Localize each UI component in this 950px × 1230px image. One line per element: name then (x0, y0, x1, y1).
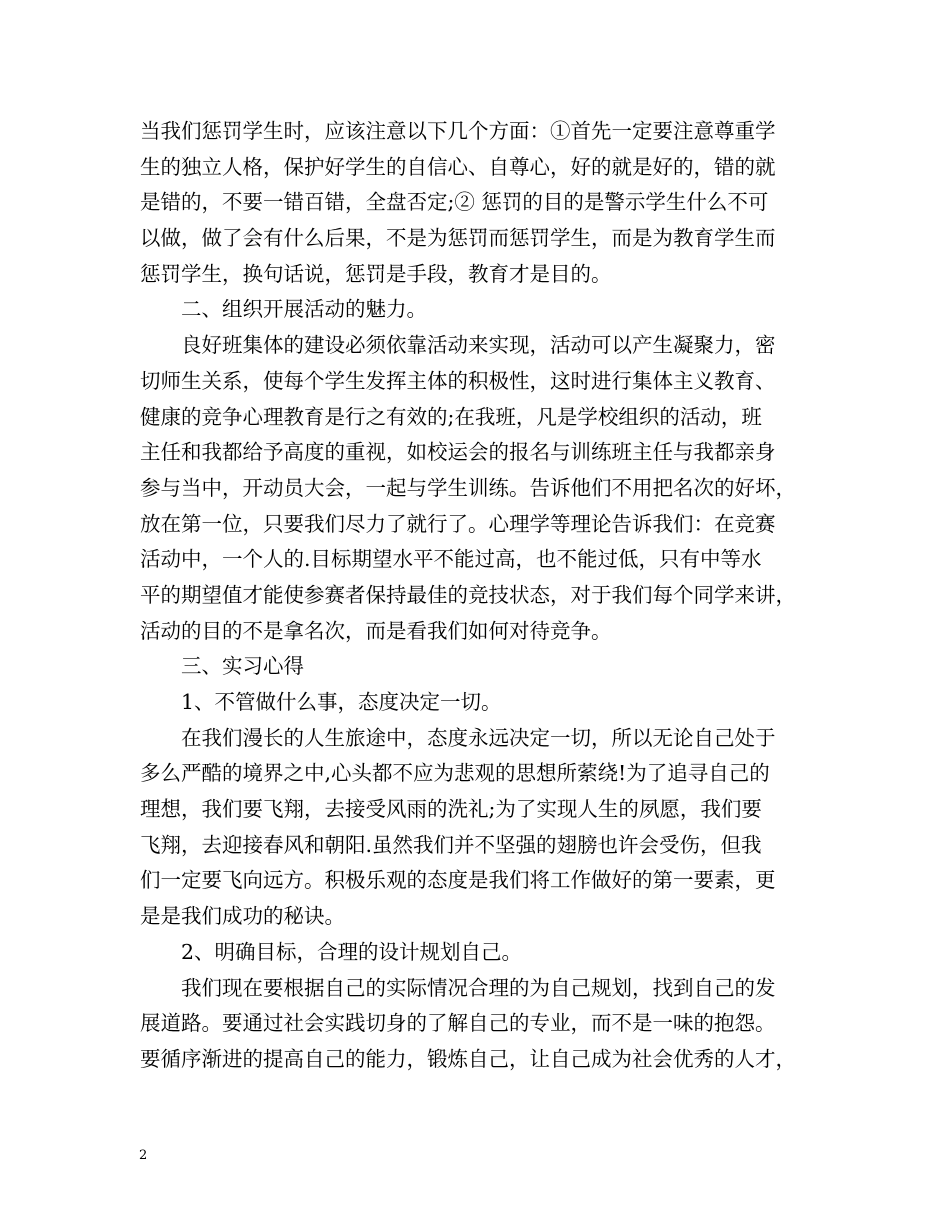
text-line-11: 参与当中，开动员大会，一起与学生训练。告诉他们不用把名次的好坏， (140, 475, 796, 500)
text-line-5: 惩罚学生，换句话说，惩罚是手段，教育才是目的。 (140, 261, 612, 286)
text-line-22: 们一定要飞向远方。积极乐观的态度是我们将工作做好的第一要素，更 (140, 868, 776, 893)
text-line-23: 是是我们成功的秘诀。 (140, 904, 345, 929)
text-line-4: 以做，做了会有什么后果，不是为惩罚而惩罚学生，而是为教育学生而 (140, 226, 776, 251)
text-line-9: 健康的竞争心理教育是行之有效的;在我班，凡是学校组织的活动，班 (140, 404, 762, 429)
text-line-21: 飞翔，去迎接春风和朝阳.虽然我们并不坚强的翅膀也许会受伤，但我 (140, 832, 762, 857)
subheading-1: 1、不管做什么事，态度决定一切。 (140, 690, 502, 714)
text-line-18: 在我们漫长的人生旅途中，态度永远决定一切，所以无论自己处于 (140, 725, 776, 750)
text-line-27: 要循序渐进的提高自己的能力，锻炼自己，让自己成为社会优秀的人才， (140, 1046, 796, 1071)
text-line-19: 多么严酷的境界之中,心头都不应为悲观的思想所萦绕!为了追寻自己的 (140, 761, 770, 786)
page-number: 2 (139, 1148, 148, 1163)
text-line-10: 主任和我都给予高度的重视，如校运会的报名与训练班主任与我都亲身 (140, 440, 776, 465)
text-line-1: 当我们惩罚学生时，应该注意以下几个方面：①首先一定要注意尊重学 (140, 119, 776, 143)
text-line-2: 生的独立人格，保护好学生的自信心、自尊心，好的就是好的，错的就 (140, 154, 776, 179)
body-text (140, 114, 812, 1078)
text-line-25: 我们现在要根据自己的实际情况合理的为自己规划，找到自己的发 (140, 975, 776, 1000)
subheading-2: 2、明确目标，合理的设计规划自己。 (140, 939, 523, 964)
text-line-8: 切师生关系，使每个学生发挥主体的积极性，这时进行集体主义教育、 (140, 368, 776, 393)
text-line-7: 良好班集体的建设必须依靠活动来实现，活动可以产生凝聚力，密 (140, 333, 776, 358)
text-line-26: 展道路。要通过社会实践切身的了解自己的专业，而不是一味的抱怨。 (140, 1011, 776, 1036)
text-line-3: 是错的，不要一错百错，全盘否定;② 惩罚的目的是警示学生什么不可 (140, 190, 769, 215)
text-line-12: 放在第一位，只要我们尽力了就行了。心理学等理论告诉我们：在竞赛 (140, 511, 776, 536)
section-heading-3: 三、实习心得 (140, 654, 304, 679)
text-line-14: 平的期望值才能使参赛者保持最佳的竞技状态，对于我们每个同学来讲， (140, 582, 796, 607)
text-line-15: 活动的目的不是拿名次，而是看我们如何对待竞争。 (140, 618, 612, 643)
section-heading-2: 二、组织开展活动的魅力。 (140, 297, 427, 322)
text-line-20: 理想，我们要飞翔，去接受风雨的洗礼;为了实现人生的夙愿，我们要 (140, 797, 762, 822)
text-line-13: 活动中，一个人的.目标期望水平不能过高，也不能过低，只有中等水 (140, 547, 762, 572)
